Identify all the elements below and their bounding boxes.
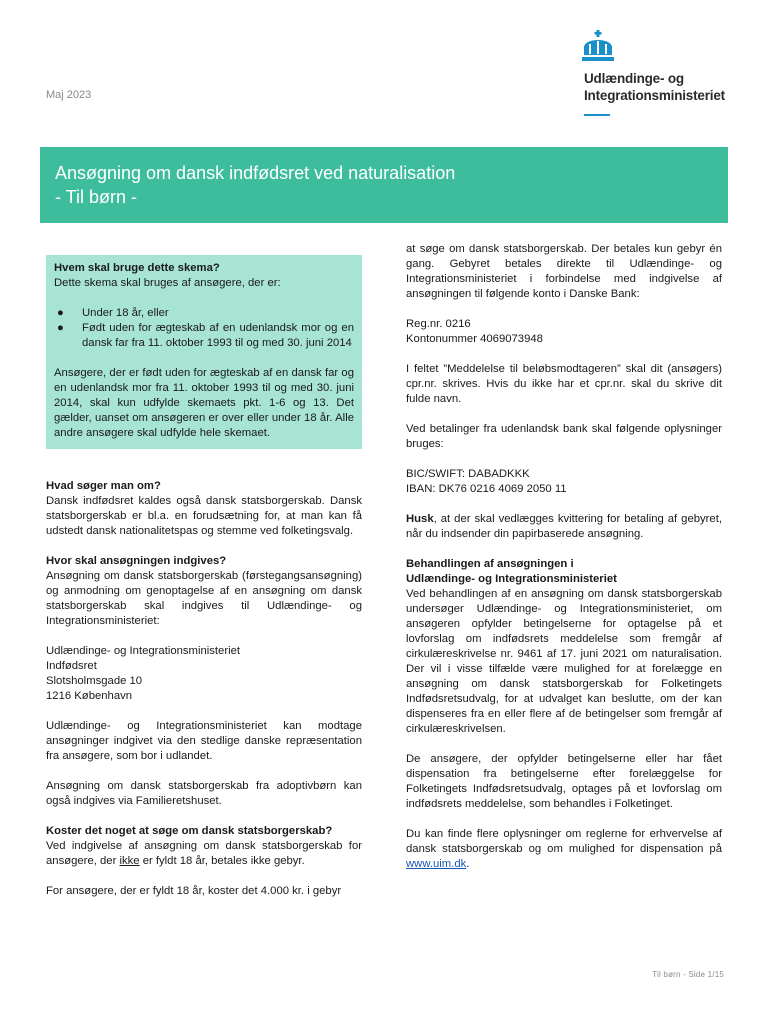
page-footer: Til børn - Side 1/15: [652, 970, 724, 979]
list-item: ● Født uden for ægteskab af en udenlandsk mor og en dansk far fra 11. oktober 1993 til og med 30. juni 2014: [57, 322, 354, 349]
info-box: [46, 255, 362, 449]
left-column: [46, 255, 362, 899]
section-heading: Udlændinge- og Integrationsministeriet: [406, 573, 617, 585]
iban: IBAN: DK76 0216 4069 2050 11: [406, 483, 567, 495]
info-box-heading: Hvem skal bruge dette skema?: [54, 262, 220, 274]
section-text: Ved behandlingen af en ansøgning om dansk statsborgerskab undersøger Udlændinge- og Integrationsministeriet, om ansøgeren opfylder betingelserne for optagelse på et lovforslag om indfødsrets meddelelse som fremgår af cirkulæreskrivelse nr. 9461 af 17. juni 2021 om naturalisation. Der vil i visse tilfælde være mulighed for at forelægge en ansøgning om dansk statsborgerskab for Folketingets Indfødsretsudvalg, for at udvalget kan beslutte, om der kan dispenseres fra en eller flere af de betingelser som fremgår af cirkulæreskrivelsen.: [406, 588, 722, 735]
section-text: at søge om dansk statsborgerskab. Der betales kun gebyr én gang. Gebyret betales direkte til Udlændinge- og Integrationsministeriet i forbindelse med indgivelse af ansøgningen til følgende konto i Danske Bank:: [406, 243, 722, 300]
section-text: Ansøgning om dansk statsborgerskab (førstegangsansøgning) og anmodning om genoptagelse af en ansøgning om dansk statsborgerskab skal indgives til Udlændinge- og Integrationsministeriet:: [46, 570, 362, 627]
section-text: I feltet ”Meddelelse til beløbsmodtageren” skal dit (ansøgers) cpr.nr. skrives. Hvis du ikke har et cpr.nr. skal du skrive dit fulde navn.: [406, 363, 722, 405]
bank-account: Kontonummer 4069073948: [406, 333, 543, 345]
section-text: De ansøgere, der opfylder betingelserne eller har fået dispensation fra betingelserne efter forelæggelse for Folketingets Indfødsretsudvalg, optages på et lovforslag om indfødsrets meddelelse, som behandles i Folketinget.: [406, 753, 722, 810]
page-title: Ansøgning om dansk indfødsret ved naturalisation: [55, 163, 456, 183]
document-date: Maj 2023: [46, 89, 92, 101]
uim-link[interactable]: www.uim.dk: [406, 858, 467, 870]
ministry-name: Udlændinge- og Integrationsministeriet: [584, 71, 725, 103]
crown-icon: [578, 30, 618, 66]
section-text: For ansøgere, der er fyldt 18 år, koster det 4.000 kr. i gebyr: [46, 885, 342, 897]
section-text: Udlændinge- og Integrationsministeriet kan modtage ansøgninger indgivet via den stedlige danske repræsentation fra ansøgere, som bor i udlandet.: [46, 720, 362, 762]
section-heading: Behandlingen af ansøgningen i: [406, 558, 574, 570]
section-text: Husk, at der skal vedlægges kvittering for betaling af gebyret, når du indsender din papirbaserede ansøgning.: [406, 513, 722, 540]
title-banner: [40, 147, 728, 223]
section-text: Ansøgning om dansk statsborgerskab fra adoptivbørn kan også indgives via Familieretshuset.: [46, 780, 362, 807]
section-text: Ved indgivelse af ansøgning om dansk statsborgerskab for ansøgere, der ikke er fyldt 18 år, betales ikke gebyr.: [46, 840, 362, 867]
section-text: Du kan finde flere oplysninger om reglerne for erhvervelse af dansk statsborgerskab og om mulighed for dispensation på www.uim.dk.: [406, 828, 722, 870]
address: Udlændinge- og Integrationsministeriet Indfødsret Slotsholmsgade 10 1216 København: [46, 645, 241, 702]
info-box-note: Ansøgere, der er født uden for ægteskab af en dansk far og en udenlandsk mor fra 11. oktober 1993 til og med 30. juni 2014, skal kun udfylde skemaets pkt. 1-6 og 13. Det gælder, uanset om ansøgeren er over eller under 18 år. Alle andre ansøgere skal udfylde hele skemaet.: [54, 367, 354, 439]
section-text: Ved betalinger fra udenlandsk bank skal følgende oplysninger bruges:: [406, 423, 722, 450]
bic: BIC/SWIFT: DABADKKK: [406, 468, 530, 480]
list-item: ● Under 18 år, eller: [57, 307, 169, 319]
info-box-intro: Dette skema skal bruges af ansøgere, der er:: [54, 277, 281, 289]
section-heading: Hvor skal ansøgningen indgives?: [46, 555, 227, 567]
info-box-list: [54, 306, 354, 351]
section-text: Dansk indfødsret kaldes også dansk statsborgerskab. Dansk statsborgerskab er bl.a. en forudsætning for, at man kan få udstedt dansk nationalitetspas og stemme ved folketingsvalg.: [46, 495, 362, 537]
section-heading: Koster det noget at søge om dansk statsborgerskab?: [46, 825, 333, 837]
right-column: [406, 242, 722, 872]
page-subtitle: - Til børn -: [55, 187, 138, 207]
logo-rule: [584, 114, 610, 116]
section-heading: Hvad søger man om?: [46, 480, 161, 492]
bank-reg: Reg.nr. 0216: [406, 318, 471, 330]
